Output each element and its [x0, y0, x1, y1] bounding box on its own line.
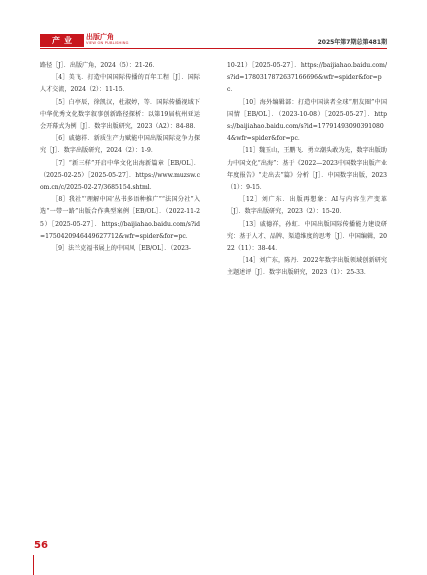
reference-item: 10-21）［2025-05-27］．https://baijiahao.baidu.com/s?id=1780317872637166696&wfr=spider&for=pc．: [227, 62, 387, 94]
issue-info: 2025年第7期总第481期: [317, 39, 387, 46]
section-tag: 产业: [40, 34, 84, 47]
journal-brand: [86, 33, 129, 46]
reference-item: ［13］戚德祥，孙虹．中国出版国际传播能力建设研究：基于人才、品牌、渠道维度的思考［J］．中国编辑，2022（11）：38-44．: [227, 220, 387, 253]
reference-item: ［6］戚德祥．新质生产力赋能中国出版国际竞争力探究［J］．数字出版研究，2024（2）：1-9．: [40, 135, 200, 155]
header-rule: [40, 48, 387, 49]
reference-item: ［11］魏玉山，王鹏飞．勇立潮头敢为先，数字出版助力中国文化“出海”：基于《2022—2023中国数字出版产业年度报告》“走出去”篇》分析［J］．中国数字出版，2023（1）：9-15．: [227, 147, 387, 192]
reference-item: ［7］“新三样”开启中华文化出海新篇章［EB/OL］．（2025-02-25）［2025-05-27］．https://www.muzsw.com.cn/c/2025-02-27/3685154.shtml．: [40, 159, 200, 192]
reference-item: ［14］刘广东，陈丹．2022年数字出版领域创新研究主题述评［J］．数字出版研究，2023（1）：25-33．: [227, 257, 387, 277]
journal-title: 出版广角: [86, 33, 114, 41]
reference-item: ［5］白亭辰，徐凯汉，杜淑婷，等．国际传播视域下中华优秀文化数字叙事创新路径探析：以第19届杭州亚运会开幕式为例［J］．数字出版研究，2023（A2）：84-88．: [40, 98, 200, 131]
reference-item: 路径［J］．出版广角，2024（5）：21-26．: [40, 62, 159, 69]
page-header: [0, 0, 427, 50]
reference-item: ［12］刘广东．出版再想象：AI与内容生产变革［J］．数字出版研究，2023（2）：15-20．: [227, 196, 387, 216]
reference-item: ［9］法兰克福书展上的中国风［EB/OL］．（2023-: [52, 245, 191, 253]
reference-item: ［8］我社“‘理解中国’丛书多语种推广”“法国分社”入选“一带一路”出版合作典型案例［EB/OL］．（2022-11-25）［2025-05-27］．https://baijiahao.baidu.com/s?id=1750420946449627712&wfr=spider&for=pc．: [40, 196, 200, 240]
page-number-bar: [33, 555, 34, 575]
reference-item: ［4］美飞．打造中国国际传播的百年工程［J］．国际人才交流，2024（2）：11-15．: [40, 74, 200, 94]
journal-subtitle: VIEW ON PUBLISHING: [86, 41, 129, 45]
page-number: 56: [34, 540, 48, 551]
left-column: [40, 60, 200, 255]
right-column: [227, 60, 387, 280]
reference-item: ［10］海外编辑部：打造中国读者全球“朋友圈”中国国情［EB/OL］．（2023-10-08）［2025-05-27］．https://baijiahao.baidu.com/s?id=17791493090391080 4&wfr=spider&for=pc．: [227, 98, 387, 143]
